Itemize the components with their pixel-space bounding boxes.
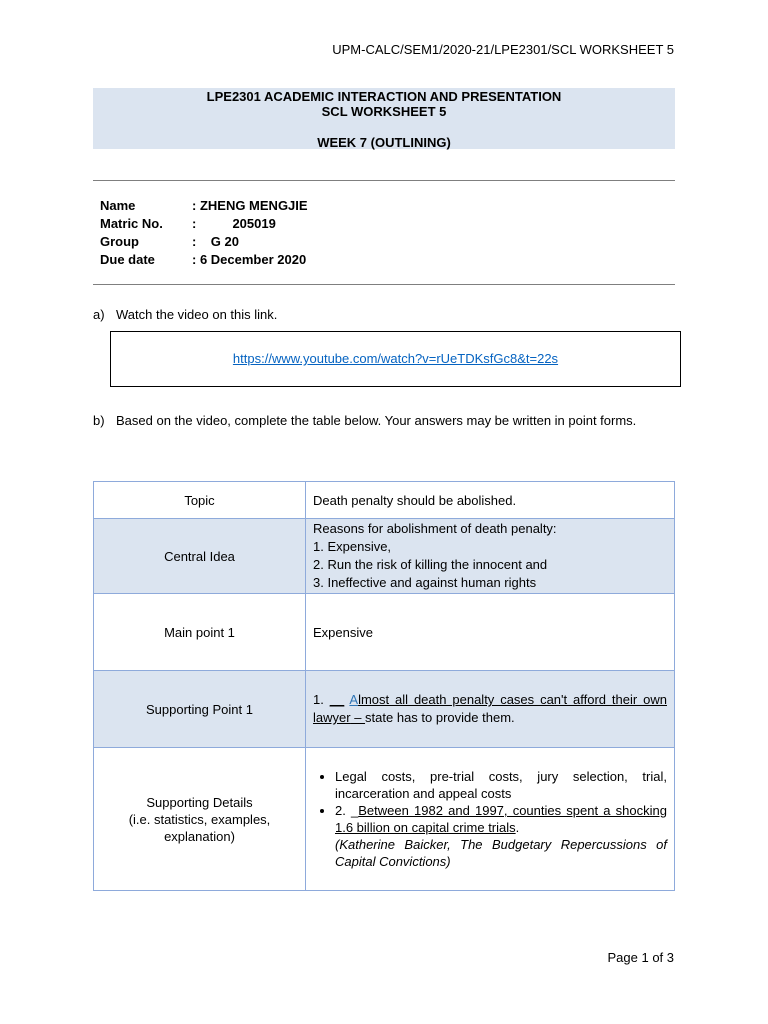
week-title: WEEK 7 (OUTLINING) bbox=[317, 135, 451, 150]
central-idea-value bbox=[306, 519, 675, 594]
sp1-underlined: lmost all death penalty cases can't afford their own lawyer bbox=[313, 692, 667, 725]
central-line: 2. Run the risk of killing the innocent and bbox=[313, 557, 548, 572]
title-banner bbox=[93, 88, 675, 149]
divider-top bbox=[93, 180, 675, 181]
central-idea-label: Central Idea bbox=[94, 519, 306, 594]
detail2-end: . bbox=[515, 820, 520, 835]
divider-bottom bbox=[93, 284, 675, 285]
name-value: : ZHENG MENGJIE bbox=[192, 198, 308, 213]
table-row bbox=[94, 519, 675, 594]
student-info bbox=[100, 197, 400, 269]
matric-label: Matric No. bbox=[100, 216, 163, 231]
supporting-details-label bbox=[94, 748, 306, 891]
central-line: 3. Ineffective and against human rights bbox=[313, 575, 537, 590]
topic-value: Death penalty should be abolished. bbox=[306, 482, 675, 519]
due-date-label: Due date bbox=[100, 252, 155, 267]
detail-item: • Legal costs, pre-trial costs, jury selection, trial, incarceration and appeal costs bbox=[335, 768, 667, 802]
page-number: Page 1 of 3 bbox=[607, 950, 674, 965]
outline-table bbox=[93, 481, 675, 891]
main-point-1-value: Expensive bbox=[306, 594, 675, 671]
video-link[interactable]: https://www.youtube.com/watch?v=rUeTDKsfGc8&t=22s bbox=[232, 351, 559, 366]
sp1-rest: state has to provide them. bbox=[365, 710, 515, 725]
supporting-point-1-value bbox=[306, 671, 675, 748]
sp1-prefix: 1. bbox=[313, 692, 330, 707]
details-label-line: explanation) bbox=[164, 828, 235, 844]
matric-value: : 205019 bbox=[192, 216, 276, 231]
detail2-prefix: 2. _ bbox=[335, 803, 359, 818]
table-row bbox=[94, 594, 675, 671]
table-row bbox=[94, 482, 675, 519]
supporting-point-1-label: Supporting Point 1 bbox=[94, 671, 306, 748]
table-row bbox=[94, 748, 675, 891]
group-value: : G 20 bbox=[192, 234, 239, 249]
sp1-blank: __ bbox=[329, 692, 345, 707]
document-code: UPM-CALC/SEM1/2020-21/LPE2301/SCL WORKSHEET 5 bbox=[332, 42, 674, 57]
main-point-1-label: Main point 1 bbox=[94, 594, 306, 671]
central-line: Reasons for abolishment of death penalty: bbox=[313, 521, 557, 536]
supporting-details-value bbox=[306, 748, 675, 891]
details-label-line: Supporting Details bbox=[146, 794, 253, 810]
group-label: Group bbox=[100, 234, 139, 249]
detail2-underlined: Between 1982 and 1997, counties spent a shocking 1.6 billion on capital crime trials bbox=[335, 803, 667, 835]
details-label-line: (i.e. statistics, examples, bbox=[128, 811, 271, 827]
table-row bbox=[94, 671, 675, 748]
worksheet-title: SCL WORKSHEET 5 bbox=[321, 104, 447, 119]
sp1-dash: – bbox=[350, 710, 366, 725]
question-a-text: Watch the video on this link. bbox=[116, 307, 278, 322]
topic-label: Topic bbox=[94, 482, 306, 519]
detail-item bbox=[335, 802, 667, 870]
detail2-citation: (Katherine Baicker, The Budgetary Repercussions of Capital Convictions) bbox=[335, 837, 667, 869]
link-box bbox=[110, 331, 681, 387]
course-title: LPE2301 ACADEMIC INTERACTION AND PRESENTATION bbox=[206, 89, 562, 104]
name-label: Name bbox=[100, 198, 136, 213]
central-line: 1. Expensive, bbox=[313, 539, 392, 554]
sp1-initial: A bbox=[349, 692, 359, 707]
question-b-text: Based on the video, complete the table below. Your answers may be written in point forms. bbox=[116, 413, 637, 428]
question-b-letter: b) bbox=[93, 413, 105, 428]
due-date-value: : 6 December 2020 bbox=[192, 252, 307, 267]
question-b bbox=[93, 409, 675, 432]
question-a-letter: a) bbox=[93, 307, 105, 322]
